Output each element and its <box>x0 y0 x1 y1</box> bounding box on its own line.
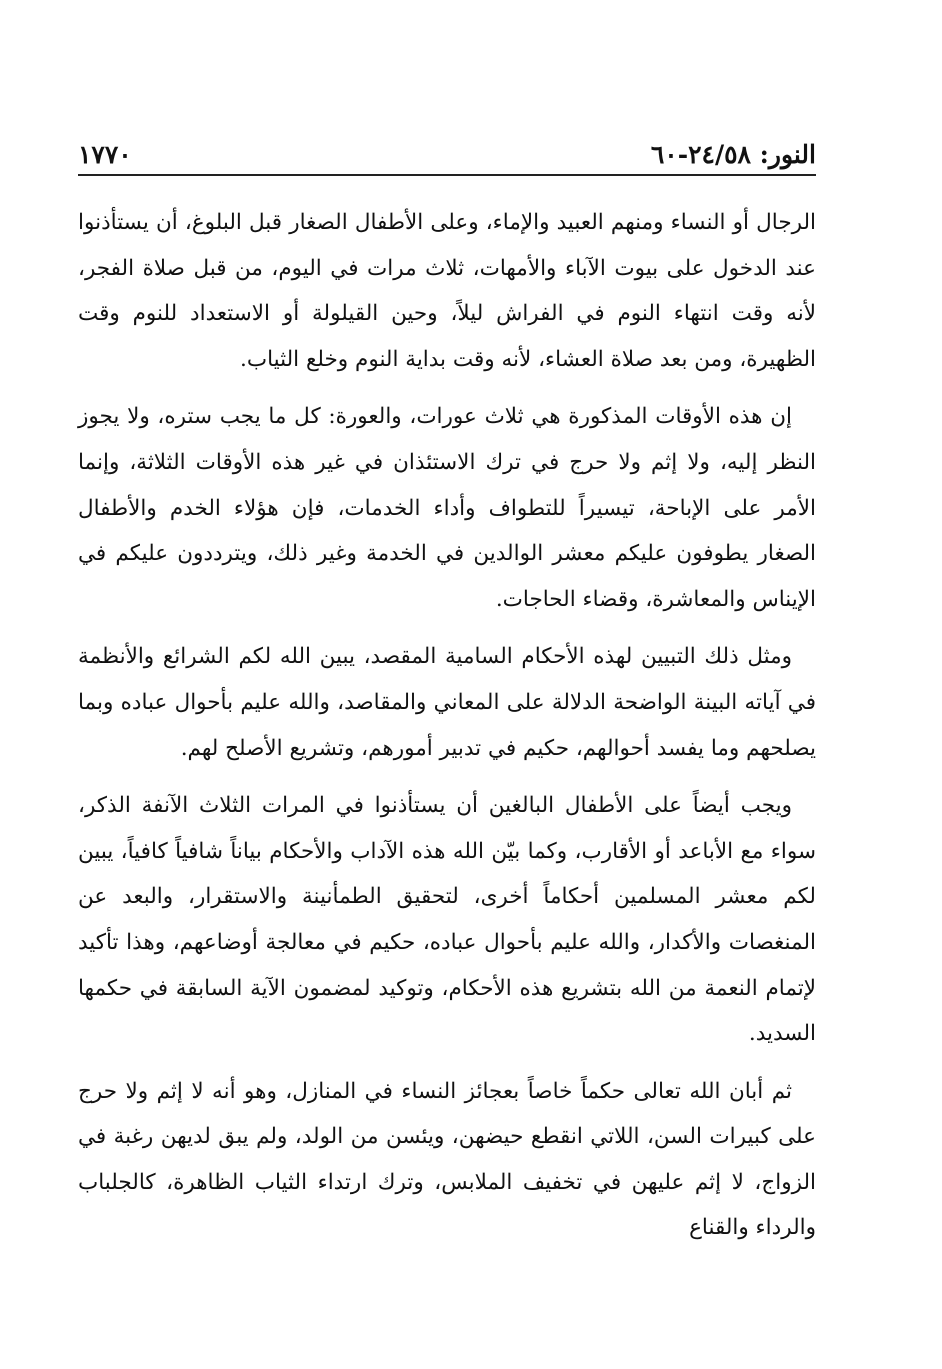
paragraph: ويجب أيضاً على الأطفال البالغين أن يستأذنوا في المرات الثلاث الآنفة الذكر، سواء مع الأباعد أو الأقارب، وكما بيّن الله هذه الآداب والأحكام بياناً شافياً كافياً، يبين لكم معشر المسلمين أحكاماً أخرى، لتحقيق الطمأنينة والاستقرار، والبعد عن المنغصات والأكدار، والله عليم بأحوال عباده، حكيم في معالجة أوضاعهم، وهذا تأكيد لإتمام النعمة من الله بتشريع هذه الأحكام، وتوكيد لمضمون الآية السابقة في حكمها السديد. <box>78 793 816 1047</box>
page-header <box>78 138 816 176</box>
page-number: ١٧٧٠ <box>78 140 132 169</box>
page <box>78 138 816 1263</box>
paragraph: إن هذه الأوقات المذكورة هي ثلاث عورات، والعورة: كل ما يجب ستره، ولا يجوز النظر إليه، ولا إثم ولا حرج في ترك الاستئذان في غير هذه الأوقات الثلاثة، وإنما الأمر على الإباحة، تيسيراً للتطواف وأداء الخدمات، فإن هؤلاء الخدم والأطفال الصغار يطوفون عليكم معشر الوالدين في الخدمة وغير ذلك، ويترددون عليكم في الإيناس والمعاشرة، وقضاء الحاجات. <box>78 404 816 612</box>
paragraph: ثم أبان الله تعالى حكماً خاصاً بعجائز النساء في المنازل، وهو أنه لا إثم ولا حرج على كبيرات السن، اللاتي انقطع حيضهن، ويئسن من الولد، ولم يبق لديهن رغبة في الزواج، لا إثم عليهن في تخفيف الملابس، وترك ارتداء الثياب الظاهرة، كالجلباب والرداء والقناع <box>78 1078 816 1241</box>
running-title: النور: ٢٤/٥٨-٦٠ <box>650 140 816 169</box>
paragraph: ومثل ذلك التبيين لهذه الأحكام السامية المقصد، يبين الله لكم الشرائع والأنظمة في آياته البينة الواضحة الدلالة على المعاني والمقاصد، والله عليم بأحوال عباده وبما يصلحهم وما يفسد أحوالهم، حكيم في تدبير أمورهم، وتشريع الأصلح لهم. <box>78 644 816 761</box>
paragraph: الرجال أو النساء ومنهم العبيد والإماء، وعلى الأطفال الصغار قبل البلوغ، أن يستأذنوا عند الدخول على بيوت الآباء والأمهات، ثلاث مرات في اليوم، من قبل صلاة الفجر، لأنه وقت انتهاء النوم في الفراش ليلاً، وحين القيلولة أو الاستعداد للنوم وقت الظهيرة، ومن بعد صلاة العشاء، لأنه وقت بداية النوم وخلع الثياب. <box>78 210 816 372</box>
page-body <box>78 200 816 1251</box>
